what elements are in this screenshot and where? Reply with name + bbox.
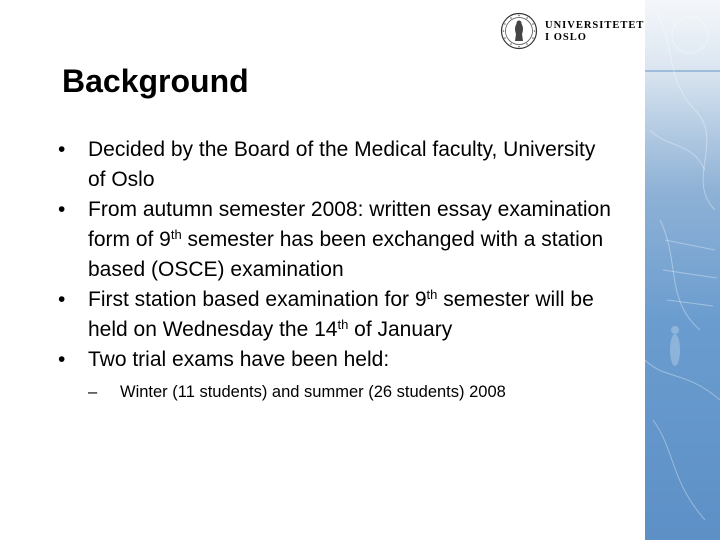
ordinal-suffix: th (170, 227, 182, 242)
university-seal-icon (500, 12, 538, 50)
bullet-item (58, 135, 618, 195)
bullet-item (58, 285, 618, 345)
sub-bullet-text: Winter (11 students) and summer (26 students) 2008 (120, 383, 506, 401)
ordinal-suffix: th (337, 317, 349, 332)
side-panel-graphic (645, 0, 720, 540)
logo-line-1: UNIVERSITETET (545, 20, 645, 31)
bullet-marker: • (58, 288, 66, 311)
slide-title: Background (62, 63, 249, 99)
bullet-text: Decided by the Board of the Medical faculty, University of Oslo (88, 138, 596, 191)
sub-bullet-marker: – (88, 383, 98, 401)
bullet-list (58, 135, 618, 403)
bullet-text: semester will be held on Wednesday the 14 (88, 288, 594, 341)
bullet-text: Two trial exams have been held: (88, 348, 390, 371)
decorative-side-panel (645, 0, 720, 540)
bullet-text: semester has been exchanged with a station based (OSCE) examination (88, 228, 604, 281)
sub-bullet-list (88, 381, 618, 403)
logo-line-2: I OSLO (545, 32, 587, 43)
bullet-text: From autumn semester 2008: written essay examination form of 9 (88, 198, 611, 251)
bullet-text: First station based examination for 9 (88, 288, 427, 311)
bullet-item (58, 345, 618, 403)
logo-wordmark (545, 20, 644, 44)
sub-bullet-item (88, 381, 618, 403)
bullet-marker: • (58, 198, 66, 221)
bullet-text: of January (348, 318, 453, 341)
bullet-item (58, 195, 618, 285)
ordinal-suffix: th (426, 287, 438, 302)
bullet-marker: • (58, 348, 66, 371)
bullet-marker: • (58, 138, 66, 161)
university-logo (500, 12, 645, 52)
